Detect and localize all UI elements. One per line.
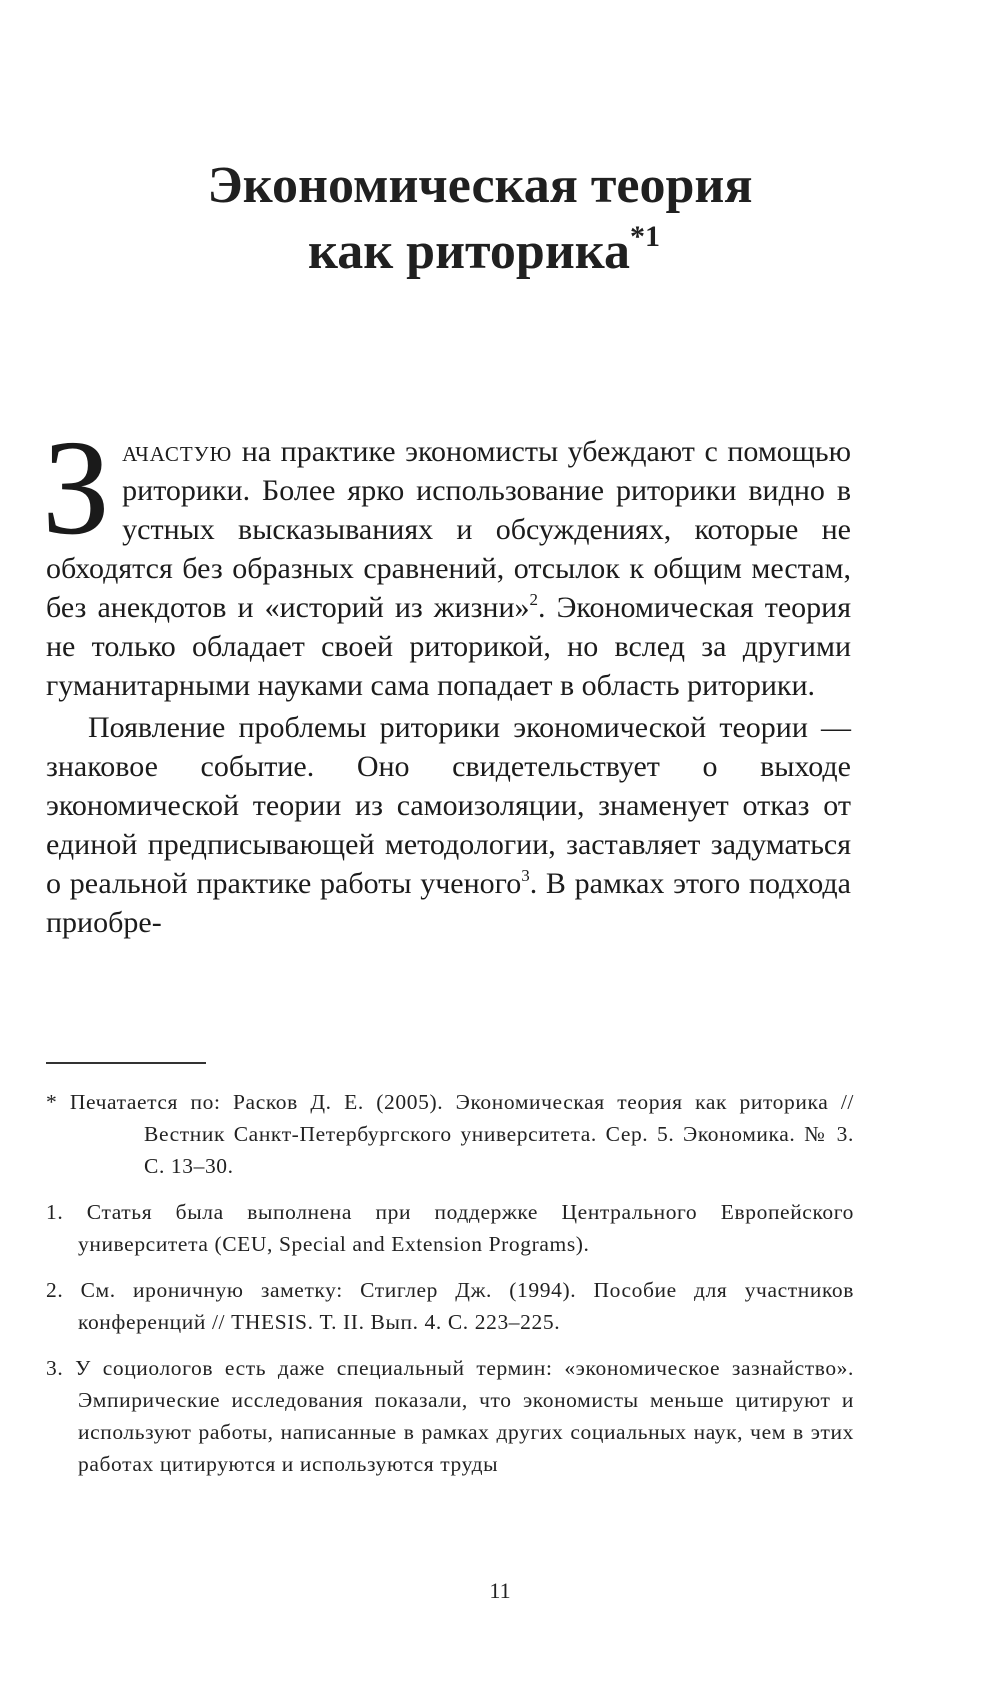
title-footnote-mark: *1 — [629, 219, 660, 253]
chapter-title-line2: как риторика — [308, 222, 630, 280]
footnote-ref-3: 3 — [521, 866, 530, 885]
paragraph-1 — [42, 413, 851, 705]
footnote-ref-2: 2 — [529, 590, 539, 609]
drop-cap: З — [42, 413, 111, 563]
page-number: 11 — [489, 1578, 511, 1603]
footnote-divider — [46, 1062, 206, 1064]
footnote-2: 2. См. ироничную заметку: Стиглер Дж. (1994). Пособие для участников конференций // THESIS. Т. II. Вып. 4. С. 223–225. — [46, 1278, 854, 1334]
opening-small-caps: ачастую — [122, 435, 233, 468]
chapter-title-line1: Экономическая теория — [207, 156, 753, 214]
paragraph-2 — [46, 708, 851, 942]
footnotes — [46, 1086, 854, 1494]
chapter-title — [100, 153, 860, 285]
paragraph-2-text-a: Появление проблемы риторики экономической теории — знаковое событие. Оно свидетельствует о выходе экономической теории из самоизоляции, знаменует отказ от единой предписывающей методологии, заставляет задуматься о реальной практике работы ученого — [46, 711, 851, 900]
footnote-3: 3. У социологов есть даже специальный термин: «экономическое зазнайство». Эмпирические исследования показали, что экономисты меньше цитируют и используют работы, написанные в рамках других социальных наук, чем в этих работах цитируются и используются труды — [46, 1356, 854, 1476]
paragraph-1-text-b: . Экономическая теория не только обладает своей риторикой, но вслед за другими гуманитарными науками сама попадает в область риторики. — [46, 591, 851, 702]
footnote-1: 1. Статья была выполнена при поддержке Центрального Европейского университета (CEU, Special and Extension Programs). — [46, 1200, 854, 1256]
footnote-star: * Печатается по: Расков Д. Е. (2005). Экономическая теория как риторика // Вестник Санкт-Петербургского университета. Сер. 5. Экономика. № 3. С. 13–30. — [46, 1090, 854, 1178]
paragraph-2-text-b: . В рамках этого подхода приобре- — [46, 867, 851, 939]
paragraph-1-text-a: на практике экономисты убеждают с помощью риторики. Более ярко использование риторики видно в устных высказываниях и обсуждениях, которые не обходятся без образных сравнений, отсылок к общим местам, без анекдотов и «историй из жизни» — [46, 435, 851, 624]
body-text — [42, 413, 851, 942]
chapter-title-line2-wrap — [100, 219, 860, 285]
